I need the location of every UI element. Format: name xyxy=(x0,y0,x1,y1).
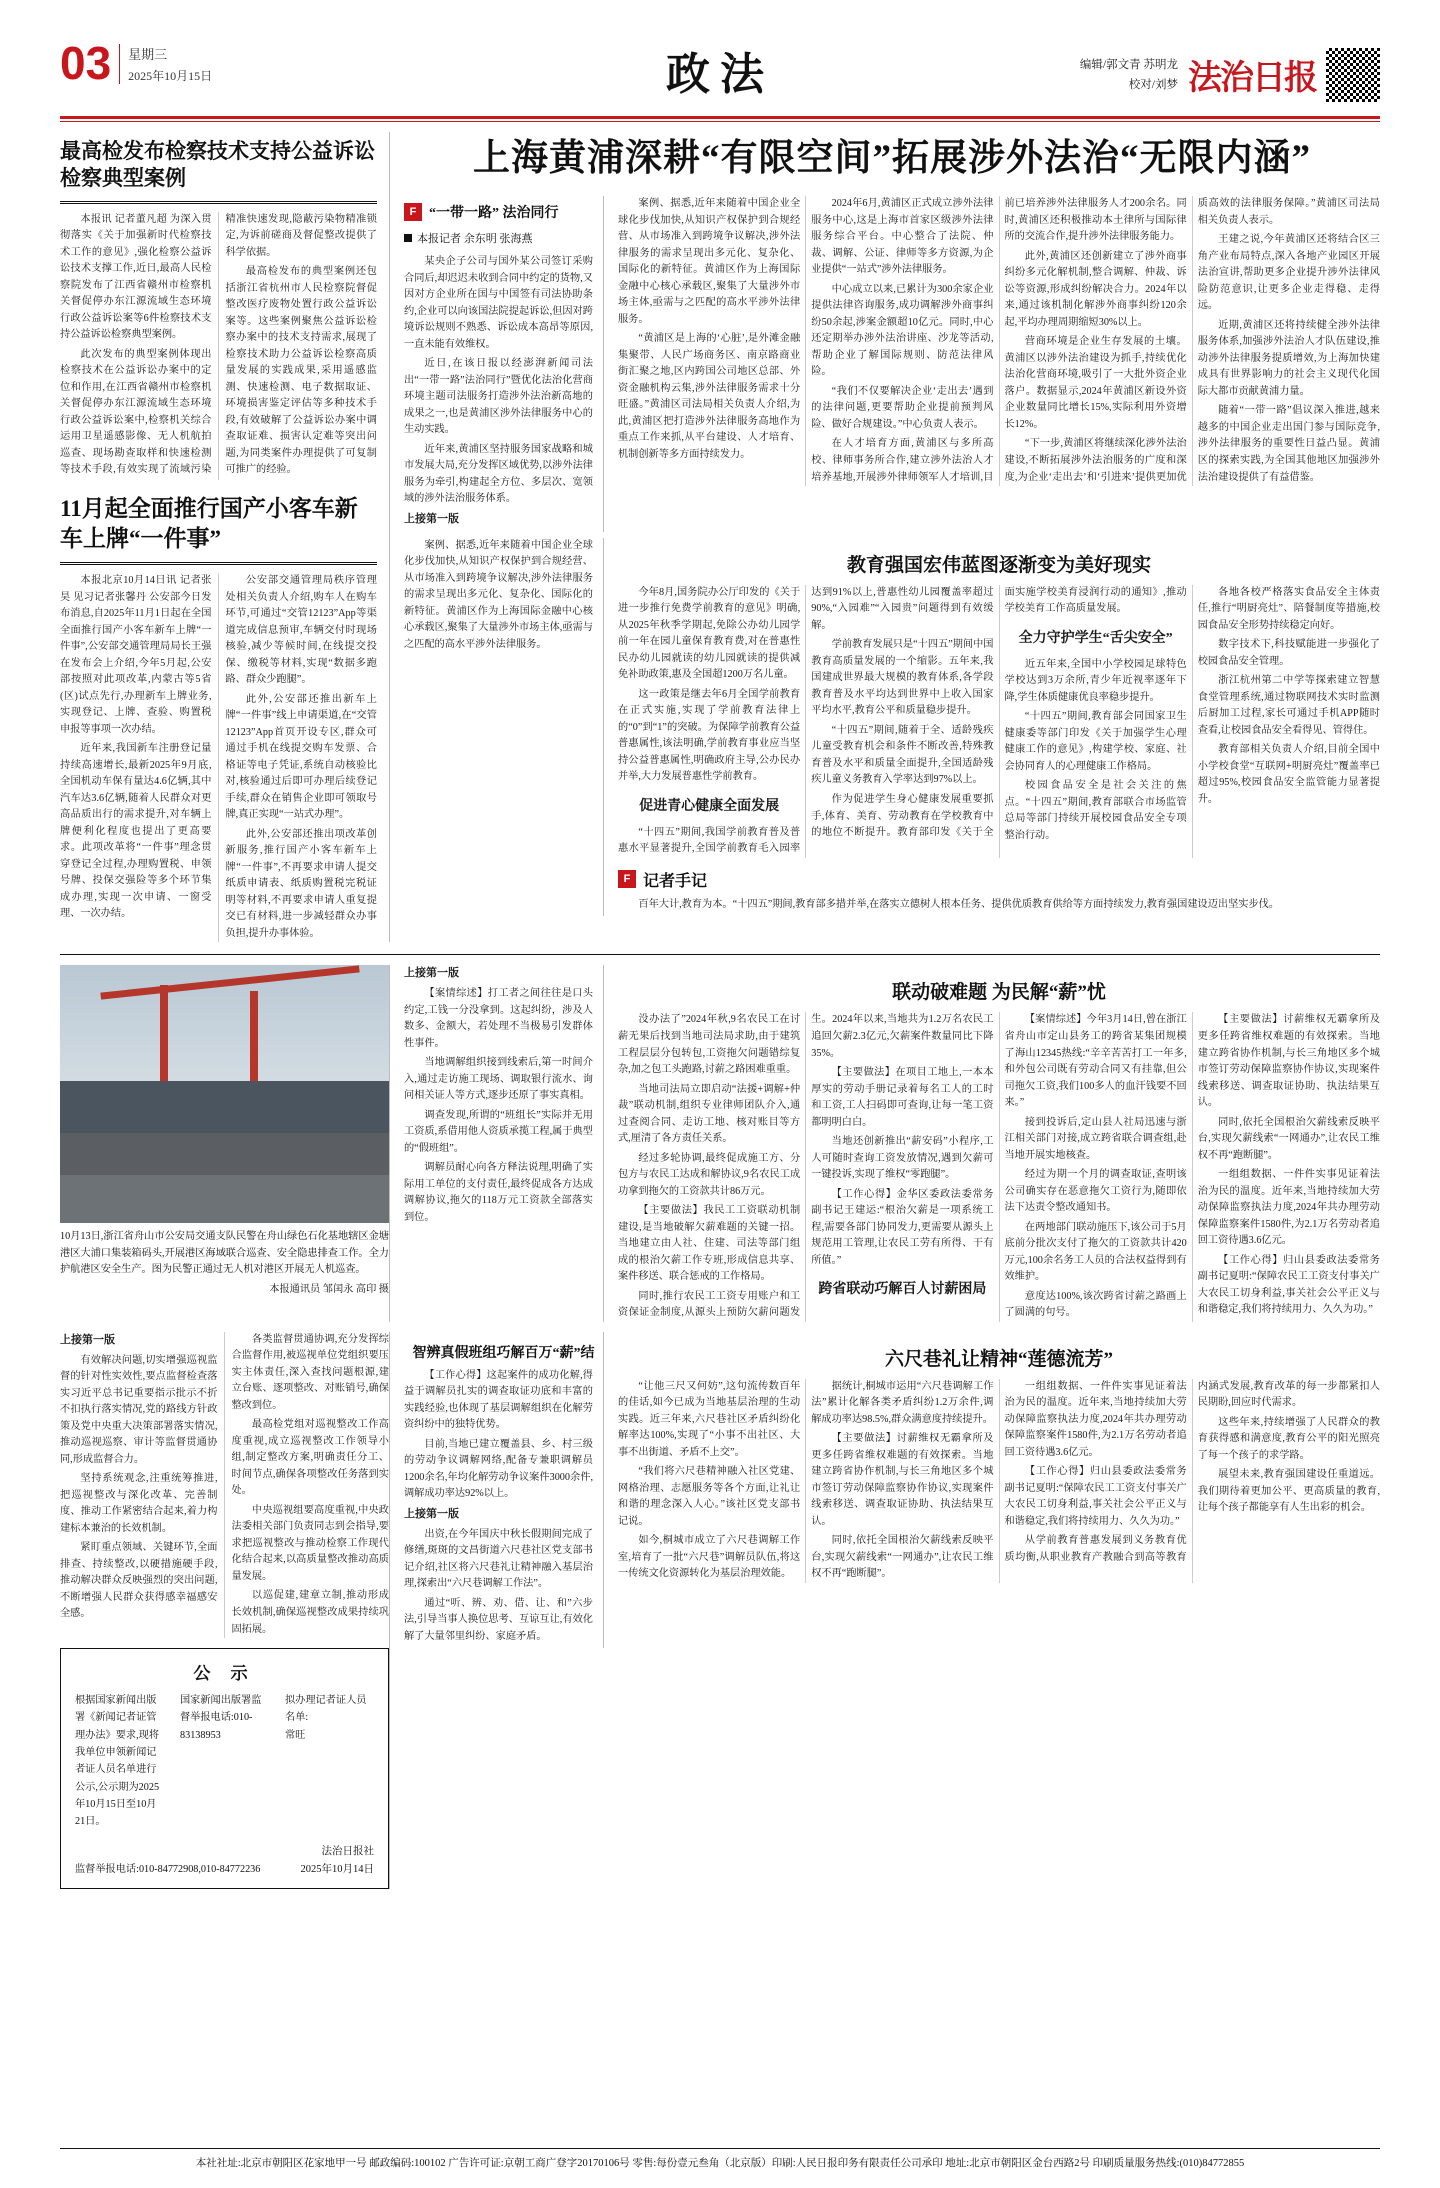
notice-signer: 法治日报社 xyxy=(321,1845,374,1857)
paragraph: 本报北京10月14日讯 记者张昊 见习记者张馨丹 公安部今日发布消息,自2025年11月1日起在全国全面推行国产小客车新车上牌“一件事”,公安部交通管理局局长王强在发布会上介绍,今年5月起,公安部按照对此项改革,内蒙古等5省(区)试点先行,办理新车上牌业务,实现登记、上牌、查验、购置税申报等事项一次办结。 xyxy=(60,575,212,735)
paragraph: 如今,桐城市成立了六尺巷调解工作室,培育了一批“六尺巷”调解员队伍,将这一传统文化资源转化为基层治理效能。 xyxy=(618,1535,801,1580)
paragraph: “让他三尺又何妨”,这句流传数百年的佳话,如今已成为当地基层治理的生动实践。近三年来,六尺巷社区矛盾纠纷化解率达100%,实现了“小事不出社区、大事不出街道、矛盾不上交”。 xyxy=(618,1380,801,1458)
notice-col3-label: 拟办理记者证人员名单: xyxy=(285,1695,367,1724)
article1-body xyxy=(60,212,377,481)
main-byline xyxy=(404,230,603,246)
masthead xyxy=(60,0,1380,110)
paragraph: 同时,依托全国根治欠薪线索反映平台,实现欠薪线索“一网通办”,让农民工维权不再“跑断腿”。 xyxy=(811,1535,994,1580)
minsheng-column xyxy=(618,965,1380,1321)
notice-col3-value: 常旺 xyxy=(285,1729,306,1741)
paragraph: 【主要做法】讨薪维权无霸拿所及更多任跨省维权难题的有效探索。当地建立跨省协作机制,与长三角地区多个城市签订劳动保障监察协作协议,实现案件线索移送、调查取证协助、执法结果互认。 xyxy=(1197,1014,1380,1109)
paragraph: 学前教育发展只是“十四五”期间中国教育高质量发展的一个缩影。五年来,我国建成世界最大规模的教育体系,各学段教育普及水平均达到世界中上收入国家平均水平,教育公平和质量稳步提升。 xyxy=(811,639,994,717)
paragraph: “十四五”期间,随着于全、适龄残疾儿童受教育机会和条件不断改善,特殊教育普及水平和质量全面提升,全国适龄残疾儿童义务教育入学率达到97%以上。 xyxy=(811,724,994,786)
main-intro-body xyxy=(404,254,603,529)
edu-sub1: 促进青心健康全面发展 xyxy=(639,798,780,814)
notice-col3 xyxy=(285,1692,374,1831)
paragraph: 近日,在该日报以经澎湃新闻司法出“一带一路”法治同行”暨优化法治化营商环境主题司法服务打造涉外法治新高地的成果之一,也是黄浦区涉外法律服务中心的生动实践。 xyxy=(404,358,593,436)
paper-logo: 法治日报 xyxy=(1188,60,1316,97)
paragraph: 此外,公安部还推出新车上牌“一件事”线上申请渠道,在“交管12123”App首页开设专区,群众可通过手机在线提交购车发票、合格证等电子凭证,系统自动核验比对,核验通过后即可办理后续登记手续,群众在销售企业即可领取号牌,真正实现“一站式办理”。 xyxy=(225,693,377,821)
paragraph: 目前,当地已建立覆盖县、乡、村三级的劳动争议调解网络,配备专兼职调解员1200余名,年均化解劳动争议案件3000余件,调解成功率达92%以上。 xyxy=(404,1438,593,1500)
liuchi-column xyxy=(618,1332,1380,1649)
editor-label: 编辑/郭文青 苏明龙 xyxy=(1079,59,1178,71)
paragraph: 营商环境是企业生存发展的土壤。黄浦区以涉外法治建设为抓手,持续优化法治化营商环境,吸引了一大批外资企业落户。数据显示,2024年黄浦区新设外资企业数量同比增长15%,实际利用外资增长12%。 xyxy=(1004,336,1187,430)
notice-grid xyxy=(75,1692,374,1831)
paragraph: 接到投诉后,定山县人社局迅速与浙江相关部门对接,成立跨省联合调查组,赴当地开展实地核查。 xyxy=(1004,1116,1187,1161)
paragraph: 当地还创新推出“薪安码”小程序,工人可随时查询工资发放情况,遇到欠薪可一键投诉,实现了维权“零跑腿”。 xyxy=(811,1136,994,1181)
cont-marker: 上接第一版 xyxy=(404,512,459,525)
paragraph: 坚持系统观念,注重统筹推进,把巡视整改与深化改革、完善制度、推动工作紧密结合起来,着力构建标本兼治的长效机制。 xyxy=(60,1473,218,1534)
jizhe-shouji-title xyxy=(618,868,1380,891)
paragraph: 在人才培育方面,黄浦区与多所高校、律师事务所合作,建立涉外法治人才培养基地,开展涉外律师领军人才培训,目前已培养涉外法律服务人才200余名。同时,黄浦区还积极推动本土律所与国际律所的交流合作,提升涉外法律服务能力。 xyxy=(811,198,1187,483)
paragraph: 随着“一带一路”倡议深入推进,越来越多的中国企业走出国门参与国际竞争,涉外法律服务的重要性日益凸显。黄浦区的探索实践,为全国其他地区加强涉外法治建设提供了有益借鉴。 xyxy=(1197,405,1380,483)
edu-body-wrap xyxy=(618,538,1380,916)
paragraph: 从学前教育普惠发展到义务教育优质均衡,从职业教育产教融合到高等教育内涵式发展,教育改革的每一步都紧扣人民期盼,回应时代需求。 xyxy=(1004,1380,1380,1563)
edu-title: 教育强国宏伟蓝图逐渐变为美好现实 xyxy=(846,554,1151,576)
page-footer: 本社社址:北京市朝阳区花家地甲一号 邮政编码:100102 广告许可证:京朝工商广登字20170106号 零售:每份壹元叁角（北京版）印刷:人民日报印务有限责任公司承印 地址:北京市朝阳区金台西路2号 印刷质量服务热线:(010)84772855 xyxy=(60,2148,1380,2170)
paragraph: 【案情综述】今年3月14日,曾在浙江省舟山市定山县务工的跨省某集团规模了海山12345热线:“辛辛苦苦打工一年多,和外包公司既有劳动合同又有挂靠,但公司拖欠工资,我们100多人的血汗钱要不回来。” xyxy=(1004,1014,1187,1109)
section-title: 政法 xyxy=(666,50,774,99)
byline-label: 本报记者 余东明 张海燕 xyxy=(417,233,533,246)
paragraph: 没办法了”2024年秋,9名农民工在讨薪无果后找到当地司法局求助,由于建筑工程层层分包转包,工资拖欠问题错综复杂,加之包工头跑路,讨薪之路困难重重。 xyxy=(618,1014,801,1076)
main-kicker xyxy=(404,202,603,222)
notice-footer xyxy=(75,1837,374,1879)
paragraph: 通过“听、辨、劝、借、让、和”六步法,引导当事人换位思考、互谅互让,有效化解了大量邻里纠纷、家庭矛盾。 xyxy=(404,1597,593,1642)
middle-right-row xyxy=(404,965,1380,1321)
left-column xyxy=(60,132,390,942)
notice-col1: 根据国家新闻出版署《新闻记者证管理办法》要求,现将我单位申领新闻记者证人员名单进行公示,公示期为2025年10月15日至10月21日。 xyxy=(75,1695,160,1828)
qr-code-icon xyxy=(1326,48,1380,102)
paragraph: 最高检党组对巡视整改工作高度重视,成立巡视整改工作领导小组,制定整改方案,明确责任分工、时间节点,确保各项整改任务落到实处。 xyxy=(231,1419,389,1497)
photo-ship xyxy=(60,1081,389,1135)
article2-body xyxy=(60,573,377,942)
paragraph: 最高检发布的典型案例还包括浙江省杭州市人民检察院督促整改医疗废物处置行政公益诉讼案等。这些案例聚焦公益诉讼检察办案中的技术支持需求,展现了检察技术助力公益诉讼检察高质量发展的实践成果,采用遥感监测、快速检测、电子数据取证、环境损害鉴定评估等多种技术手段,有效破解了公益诉讼办案中调查取证难、损害认定难等突出问题,为同类案件办理提供了可复制可推广的经验。 xyxy=(225,266,377,476)
paragraph: 一组组数据、一件件实事见证着法治为民的温度。近年来,当地持续加大劳动保障监察执法力度,2024年共办理劳动保障监察案件1580件,为2.1万名劳动者追回工资待遇3.6亿元。 xyxy=(1004,1380,1187,1458)
bottom-right-row xyxy=(404,1332,1380,1649)
paragraph: 【主要做法】讨薪维权无霸拿所及更多任跨省维权难题的有效探索。当地建立跨省协作机制,与长三角地区多个城市签订劳动保障监察协作协议,实现案件线索移送、调查取证协助、执法结果互认。 xyxy=(811,1433,994,1527)
paragraph: 经过多轮协调,最终促成施工方、分包方与农民工达成和解协议,9名农民工成功拿到拖欠的工资款共计86万元。 xyxy=(618,1152,801,1197)
paragraph: 经过为期一个月的调查取证,查明该公司确实存在恶意拖欠工资行为,随即依法下达责令整改通知书。 xyxy=(1004,1169,1187,1214)
photo-column xyxy=(60,965,390,1321)
notice-signature xyxy=(301,1843,375,1879)
paragraph: 浙江杭州第二中学等探索建立智慧食堂管理系统,通过物联网技术实时监测后厨加工过程,家长可通过手机APP随时查看,让校园食品安全看得见、管得住。 xyxy=(1197,675,1380,736)
paragraph: 这一政策是继去年6月全国学前教育在正式实施,实现了学前教育法律上的“0”到“1”的突破。为保障学前教育公益普惠属性,该法明确,学前教育事业应当坚持公益普惠属性,明确政府主导,公办民办并举,大力发展普惠性学前教育。 xyxy=(618,688,801,783)
paragraph: 教育部相关负责人介绍,目前全国中小学校食堂“互联网+明厨亮灶”覆盖率已超过95%,校园食品安全监管能力显著提升。 xyxy=(1197,744,1380,805)
date-label: 2025年10月15日 xyxy=(128,69,213,83)
main-top-row xyxy=(404,196,1380,532)
notice-col2: 国家新闻出版署监督举报电话:010-83138953 xyxy=(180,1695,262,1741)
weekday-label: 星期三 xyxy=(128,47,168,62)
paragraph: 展望未来,教育强国建设任重道远。我们期待着更加公平、更高质量的教育,让每个孩子都能享有人生出彩的机会。 xyxy=(1197,1469,1380,1514)
article2-headline: 11月起全面推行国产小客车新车上牌“一件事” xyxy=(60,496,358,552)
paragraph: 【工作心得】归山县委政法委常务副书记夏明:“保障农民工工资支付事关广大农民工切身利益,事关社会公平正义与和谐稳定,我们将持续用力、久久为功。” xyxy=(1197,1254,1380,1316)
divider xyxy=(60,201,377,204)
minsheng-body xyxy=(618,1012,1380,1321)
paragraph: “十四五”期间,我国学前教育普及普惠水平显著提升,全国学前教育毛入园率达到91%以上,普惠性幼儿园覆盖率超过90%,“入园难”“入园贵”问题得到有效缓解。 xyxy=(618,586,994,855)
paragraph: 【案情综述】打工者之间往往是口头约定,工钱一分没拿到。这起纠纷，涉及人数多、金额大，若处理不当极易引发群体性事件。 xyxy=(404,988,593,1049)
notice-box xyxy=(60,1648,389,1889)
masthead-rule-thin xyxy=(60,121,1380,122)
continuation-column xyxy=(404,965,604,1321)
paragraph: 作为促进学生身心健康发展重要抓手,体育、美育、劳动教育在学校教育中的地位不断提升。教育部印发《关于全面实施学校美育浸润行动的通知》,推动学校美育工作高质量发展。 xyxy=(811,586,1187,839)
paragraph: 【主要做法】在项目工地上,一本本厚实的劳动手册记录着每名工人的工时和工资,工人扫码即可查询,让每一笔工资都明明白白。 xyxy=(811,1067,994,1128)
paragraph: 【工作心得】金华区委政法委常务副书记王建运:“根治欠薪是一项系统工程,需要各部门协同发力,更需要从源头上规范用工管理,让农民工劳有所得、干有所值。” xyxy=(811,1188,994,1266)
news-photo xyxy=(60,965,389,1223)
paragraph: 在两地部门联动施压下,该公司于5月底前分批次支付了拖欠的工资款共计420万元,100余名务工人员的合法权益得到有效维护。 xyxy=(1004,1221,1187,1283)
paragraph: 有效解决问题,切实增强巡视监督的针对性实效性,要点监督检查落实习近平总书记重要指示批示不折不扣执行落实情况,党的路线方针政策及党中央重大决策部署落实情况,推动巡视巡察、审计等监督贯通协同,形成监督合力。 xyxy=(60,1354,218,1465)
paragraph: 近期,黄浦区还将持续健全涉外法律服务体系,加强涉外法治人才队伍建设,推动涉外法律服务提质增效,为上海加快建成具有世界影响力的社会主义现代化国际大都市贡献黄浦力量。 xyxy=(1197,319,1380,397)
paragraph: 近五年来,全国中小学校园足球特色学校达到3万余所,青少年近视率逐年下降,学生体质健康优良率稳步提升。 xyxy=(1004,658,1187,703)
edu-sub2: 全力守护学生“舌尖安全” xyxy=(1018,630,1173,646)
main-body xyxy=(618,196,1380,486)
bottom-band xyxy=(60,1332,1380,1890)
paragraph: 百年大计,教育为本。“十四五”期间,教育部多措并举,在落实立德树人根本任务、提供优质教育供给等方面持续发力,教育强国建设迈出坚实步伐。 xyxy=(638,898,1280,910)
cont-marker: 上接第一版 xyxy=(60,1333,115,1346)
paragraph: 此外,黄浦区还创新建立了涉外商事纠纷多元化解机制,整合调解、仲裁、诉讼等资源,形成纠纷解决合力。2024年以来,通过该机制化解涉外商事纠纷120余起,平均办理周期缩短30%以上。 xyxy=(1004,250,1187,328)
paragraph: 数字技术下,科技赋能进一步强化了校园食品安全管理。 xyxy=(1197,639,1380,667)
paragraph: 近年来,我国新车注册登记量持续高速增长,最新2025年9月底,全国机动车保有量达4.6亿辆,其中汽车达3.6亿辆,随着人民群众对更高品质出行的需求提升,对车辆上牌便利化程度也提出了更高要求。此项改革将“一件事”理念贯穿登记全过程,办理购置税、申领号牌、投保交强险等多个环节集成办理,实现一次申请、一窗受理、一次办结。 xyxy=(60,743,212,920)
paragraph: 调查发现,所谓的“班组长”实际并无用工资质,系借用他人资质承揽工程,属于典型的“假班组”。 xyxy=(404,1109,593,1154)
notice-contact: 监督举报电话:010-84772908,010-84772236 xyxy=(75,1864,261,1876)
paragraph: 案例、据悉,近年来随着中国企业全球化步伐加快,从知识产权保护到合规经营、从市场准入到跨境争议解决,涉外法律服务的需求呈现出多元化、复杂化、国际化的新特征。黄浦区作为上海国际金融中心核心承载区,聚集了大量涉外市场主体,亟需与之匹配的高水平涉外法律服务。 xyxy=(404,539,593,650)
paragraph: 各地各校严格落实食品安全主体责任,推行“明厨亮灶”、陪餐制度等措施,校园食品安全形势持续稳定向好。 xyxy=(1197,586,1380,631)
zhihui-title: 智辨真假班组巧解百万“薪”结 xyxy=(412,1345,595,1361)
paragraph: “我们将六尺巷精神融入社区党建、网格治理、志愿服务等各个方面,让礼让和谐的理念深入人心。”该社区党支部书记说。 xyxy=(618,1466,801,1527)
minsheng-sub: 跨省联动巧解百人讨薪困局 xyxy=(818,1282,987,1298)
masthead-right xyxy=(1080,40,1380,102)
jizhe-shouji-label: 记者手记 xyxy=(643,872,708,890)
paragraph: 意度达100%,该次跨省讨薪之路画上了圆满的句号。 xyxy=(1004,1290,1187,1319)
paragraph: 案例、据悉,近年来随着中国企业全球化步伐加快,从知识产权保护到合规经营、从市场准入到跨境争议解决,涉外法律服务的需求呈现出多元化、复杂化、国际化的新特征。黄浦区作为上海国际金融中心核心承载区,聚集了大量涉外市场主体,亟需与之匹配的高水平涉外法律服务。 xyxy=(618,198,801,325)
notice-date: 2025年10月14日 xyxy=(300,1863,374,1875)
main-columns xyxy=(618,196,1380,532)
paragraph: 一组组数据、一件件实事见证着法治为民的温度。近年来,当地持续加大劳动保障监察执法力度,2024年共办理劳动保障监察案件1580件,为2.1万名劳动者追回工资待遇3.6亿元。 xyxy=(1197,1169,1380,1247)
main-intro-cont xyxy=(404,538,603,654)
paragraph: “十四五”期间,教育部会同国家卫生健康委等部门印发《关于加强学生心理健康工作的意见》,构建学校、家庭、社会协同育人的心理健康工作格局。 xyxy=(1004,711,1187,772)
masthead-left xyxy=(60,37,213,89)
paragraph: 此外,公安部还推出项改革创新服务,推行国产小客车新车上牌“一件事”,不再要求申请人提交纸质申请表、纸质购置税完税证明等材料,不再要求申请人重复提交已有材料,进一步减轻群众办事负担,提升办事体验。 xyxy=(225,828,377,939)
jizhe-shouji-body xyxy=(618,897,1380,917)
masthead-credits xyxy=(1080,40,1178,95)
masthead-rule-thick xyxy=(60,116,1380,119)
paragraph: 中心成立以来,已累计为300余家企业提供法律咨询服务,成功调解涉外商事纠纷50余起,涉案金额超10亿元。同时,中心还定期举办涉外法治讲座、沙龙等活动,帮助企业了解国际规则、防范法律风险。 xyxy=(811,283,994,378)
masthead-dateblock xyxy=(119,44,212,84)
bottom-left xyxy=(60,1332,390,1890)
liuchi-body xyxy=(618,1379,1380,1583)
divider xyxy=(60,562,377,565)
top-area xyxy=(60,132,1380,942)
paragraph: 王建之说,今年黄浦区还将结合区三角产业布局特点,深入各地产业园区开展法治宣讲,帮助更多企业提升涉外法律风险防范意识,让更多企业走得稳、走得远。 xyxy=(1197,234,1380,312)
paragraph: 某央企子公司与国外某公司签订采购合同后,却迟迟未收到合同中约定的货物,又因对方企业所在国与中国签有司法协助条约,企业可以向该国法院提起诉讼,但因对跨境诉讼规则不熟悉、诉讼成本高昂等原因,一直未能有效维权。 xyxy=(404,256,593,350)
edu-spacer xyxy=(404,538,604,916)
minsheng-title: 联动破难题 为民解“薪”忧 xyxy=(892,982,1106,1004)
paragraph: “我们不仅要解决企业‘走出去’遇到的法律问题,更要帮助企业提前预判风险、做好合规建设。”中心负责人表示。 xyxy=(811,385,994,430)
article1-headline: 最高检发布检察技术支持公益诉讼检察典型案例 xyxy=(60,139,375,191)
paragraph: 【工作心得】这起案件的成功化解,得益于调解员扎实的调查取证功底和丰富的实践经验,也体现了基层调解组织在化解劳资纠纷中的独特优势。 xyxy=(404,1369,593,1431)
paragraph: 同时,依托全国根治欠薪线索反映平台,实现欠薪线索“一网通办”,让农民工维权不再“跑断腿”。 xyxy=(1197,1116,1380,1161)
proofreader-label: 校对/刘梦 xyxy=(1128,78,1178,91)
zhihui-body xyxy=(404,1368,603,1646)
paragraph: “黄浦区是上海的‘心脏’,是外滩金融集聚带、人民广场商务区、南京路商业街汇聚之地,区内跨国公司地区总部、外资金融机构云集,涉外法律服务需求十分旺盛。”黄浦区司法局相关负责人介绍,为此,黄浦区把打造涉外法律服务高地作为重点工作来抓,从平台建设、人才培育、机制创新等多方面持续发力。 xyxy=(618,333,801,460)
zhihui-column xyxy=(404,1332,604,1649)
paragraph: 据统计,桐城市运用“六尺巷调解工作法”累计化解各类矛盾纠纷1.2万余件,调解成功率达98.5%,群众满意度持续提升。 xyxy=(811,1380,994,1425)
main-column xyxy=(404,132,1380,942)
main-headline: 上海黄浦深耕“有限空间”拓展涉外法治“无限内涵” xyxy=(473,138,1311,179)
paragraph: 今年8月,国务院办公厅印发的《关于进一步推行免费学前教育的意见》明确,从2025年秋季学期起,免除公办幼儿园学前一年在园儿童保育教育费,对在普惠性民办幼儿园就读的幼儿园就读的提供减免补助政策,惠及全国超1200万名儿童。 xyxy=(618,586,801,681)
continuation-left-body xyxy=(60,1332,389,1638)
bottom-right xyxy=(404,1332,1380,1890)
middle-right xyxy=(404,965,1380,1321)
paragraph: 校园食品安全是社会关注的焦点。“十四五”期间,教育部联合市场监管总局等部门持续开展校园食品安全专项整治行动。 xyxy=(1004,780,1187,841)
middle-band xyxy=(60,954,1380,1321)
paragraph: 本报讯 记者董凡超 为深入贯彻落实《关于加强新时代检察技术工作的意见》,强化检察公益诉讼技术支撑工作,近日,最高人民检察院发布了江西省赣州市检察机关督促停办东江源流域生态环境行政公益诉讼案等6件检察技术支持公益诉讼检察典型案例。 xyxy=(60,213,212,341)
paragraph: 2024年6月,黄浦区正式成立涉外法律服务中心,这是上海市首家区级涉外法律服务综合平台。中心整合了法院、仲裁、调解、公证、律师等多方资源,为企业提供“一站式”涉外法律服务。 xyxy=(811,198,994,276)
paragraph: 以巡促建,建章立制,推动形成长效机制,确保巡视整改成果持续巩固拓展。 xyxy=(231,1590,389,1635)
paragraph: 这些年来,持续增强了人民群众的教育获得感和满意度,教育公平的阳光照亮了每一个孩子的求学路。 xyxy=(1197,1416,1380,1461)
paragraph: 此次发布的典型案例体现出检察技术在公益诉讼办案中的定位和作用,在江西省赣州市检察机关督促停办东江源流域生态环境行政公益诉讼案中,检察机关综合运用卫星遥感影像、无人机航拍巡查、现场勘查取样和快速检测等技术手段,有效实现了流域污染精准快速发现,隐蔽污染物精准锁定,为诉前磋商及督促整改提供了科学依据。 xyxy=(60,213,377,476)
main-intro-col xyxy=(404,196,604,532)
paragraph: 各类监督贯通协调,充分发挥综合监督作用,被巡视单位党组织要压实主体责任,深入查找问题根源,建立台账、逐项整改、对账销号,确保整改到位。 xyxy=(231,1333,389,1411)
cont-marker: 上接第一版 xyxy=(404,967,459,980)
paragraph: 当地司法局立即启动“法援+调解+仲裁”联动机制,组织专业律师团队介入,通过查阅合同、走访工地、核对账目等方式,厘清了各方责任关系。 xyxy=(618,1083,801,1145)
paragraph: 同时,推行农民工工资专用账户和工资保证金制度,从源头上预防欠薪问题发生。2024年以来,当地共为1.2万名农民工追回欠薪2.3亿元,欠薪案件数量同比下降35%。 xyxy=(618,1014,994,1319)
paragraph: “下一步,黄浦区将继续深化涉外法治建设,不断拓展涉外法治服务的广度和深度,为企业‘走出去’和‘引进来’提供更加优质高效的法律服务保障。”黄浦区司法局相关负责人表示。 xyxy=(1004,198,1380,483)
paragraph: 近年来,黄浦区坚持服务国家战略和城市发展大局,充分发挥区域优势,以涉外法律服务为牵引,构建起全方位、多层次、宽领域的涉外法治服务体系。 xyxy=(404,443,593,505)
paragraph: 中央巡视组要高度重视,中央政法委相关部门负责同志到会指导,要求把巡视整改与推动检察工作现代化结合起来,以高质量整改推动高质量发展。 xyxy=(231,1504,389,1582)
page-number: 03 xyxy=(60,37,112,89)
flag-icon: F xyxy=(404,203,422,221)
paragraph: 公安部交通管理局秩序管理处相关负责人介绍,购车人在购车环节,可通过“交管12123”App等渠道完成信息预审,车辆交付时现场核验,减少等候时间,在线提交投保、缴税等材料,实现“数据多跑路、群众少跑腿”。 xyxy=(225,575,377,686)
paragraph: 当地调解组织接到线索后,第一时间介入,通过走访施工现场、调取银行流水、询问相关证人等方式,逐步还原了事实真相。 xyxy=(404,1057,593,1102)
photo-road xyxy=(60,1175,389,1223)
edu-body xyxy=(618,585,1380,858)
paragraph: 调解员耐心向各方释法说理,明确了实际用工单位的支付责任,最终促成各方达成调解协议,拖欠的118万元工资款全部落实到位。 xyxy=(404,1162,593,1223)
photo-caption: 10月13日,浙江省舟山市公安局交通支队民警在舟山绿色石化基地辖区金塘港区大浦口集装箱码头,开展港区海域联合巡查、安全隐患排查工作。全力护航港区安全生产。图为民警正通过无人机对港区开展无人机巡查。 xyxy=(60,1231,389,1276)
paragraph: 【主要做法】我民工工资联动机制建设,是当地破解欠薪难题的关键一招。当地建立由人社、住建、司法等部门组成的根治欠薪工作专班,形成信息共享、案件移送、联合惩戒的工作格局。 xyxy=(618,1205,801,1283)
paragraph: 紧盯重点领域、关键环节,全面排查、持续整改,以硬措施硬手段,推动解决群众反映强烈的突出问题,不断增强人民群众获得感幸福感安全感。 xyxy=(60,1542,218,1620)
continuation-body xyxy=(404,965,603,1226)
paragraph: 【工作心得】归山县委政法委常务副书记夏明:“保障农民工工资支付事关广大农民工切身利益,事关社会公平正义与和谐稳定,我们将持续用力、久久为功。” xyxy=(1004,1466,1187,1527)
flag-icon: F xyxy=(618,870,636,888)
kicker-label: “一带一路” 法治同行 xyxy=(429,206,559,222)
edu-section xyxy=(404,538,1380,916)
photo-credit: 本报通讯员 邹闰永 高印 摄 xyxy=(269,1284,389,1296)
liuchi-title: 六尺巷礼让精神“莲德流芳” xyxy=(884,1348,1113,1370)
notice-title: 公 示 xyxy=(193,1664,256,1684)
paragraph: 出资,在今年国庆中秋长假期间完成了修缮,斑斑的文昌街道六尺巷社区党支部书记介绍,社区将六尺巷礼让精神融入基层治理,探索出“六尺巷调解工作法”。 xyxy=(404,1528,593,1590)
cont-marker: 上接第一版 xyxy=(404,1507,459,1520)
square-bullet-icon xyxy=(404,234,412,242)
